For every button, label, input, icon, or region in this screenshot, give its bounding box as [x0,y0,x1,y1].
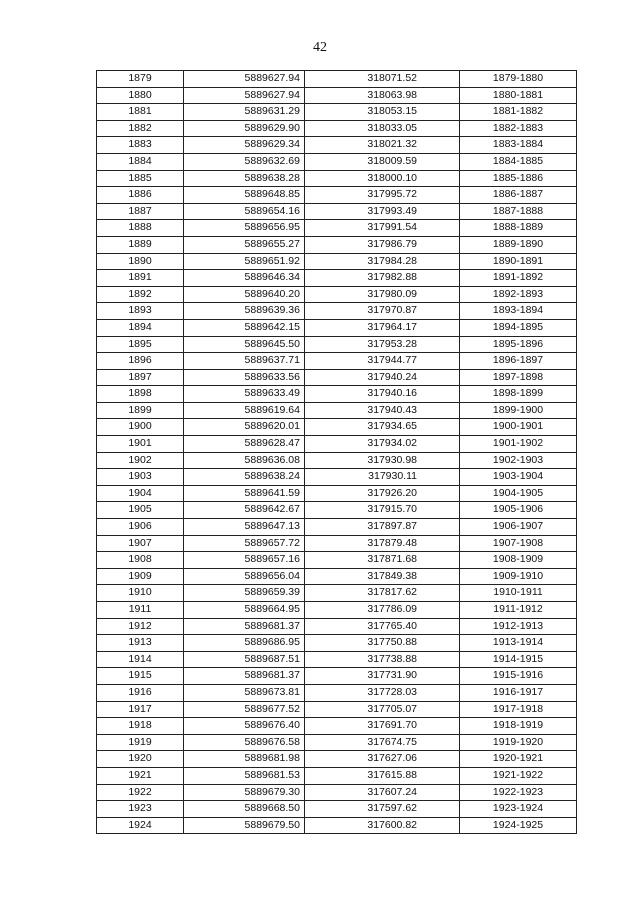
point-number-cell: 1911 [97,602,184,619]
segment-cell: 1885-1886 [460,170,577,187]
table-row [97,718,577,735]
segment-cell: 1910-1911 [460,585,577,602]
segment-cell: 1884-1885 [460,153,577,170]
x-coordinate-cell: 5889638.28 [184,170,305,187]
table-row [97,519,577,536]
table-row [97,585,577,602]
y-coordinate-cell: 318033.05 [305,120,460,137]
segment-cell: 1880-1881 [460,87,577,104]
table-row [97,767,577,784]
y-coordinate-cell: 317597.62 [305,801,460,818]
segment-cell: 1915-1916 [460,668,577,685]
segment-cell: 1887-1888 [460,203,577,220]
table-row [97,336,577,353]
point-number-cell: 1910 [97,585,184,602]
point-number-cell: 1917 [97,701,184,718]
point-number-cell: 1892 [97,286,184,303]
x-coordinate-cell: 5889640.20 [184,286,305,303]
x-coordinate-cell: 5889679.50 [184,817,305,834]
table-row [97,153,577,170]
segment-cell: 1922-1923 [460,784,577,801]
table-row [97,187,577,204]
point-number-cell: 1881 [97,104,184,121]
point-number-cell: 1923 [97,801,184,818]
x-coordinate-cell: 5889659.39 [184,585,305,602]
point-number-cell: 1888 [97,220,184,237]
y-coordinate-cell: 317940.43 [305,402,460,419]
table-row [97,104,577,121]
table-row [97,71,577,88]
x-coordinate-cell: 5889627.94 [184,87,305,104]
x-coordinate-cell: 5889647.13 [184,519,305,536]
table-row [97,253,577,270]
x-coordinate-cell: 5889636.08 [184,452,305,469]
point-number-cell: 1893 [97,303,184,320]
point-number-cell: 1916 [97,684,184,701]
table-row [97,303,577,320]
y-coordinate-cell: 317600.82 [305,817,460,834]
segment-cell: 1900-1901 [460,419,577,436]
x-coordinate-cell: 5889656.95 [184,220,305,237]
table-row [97,668,577,685]
x-coordinate-cell: 5889655.27 [184,236,305,253]
y-coordinate-cell: 317615.88 [305,767,460,784]
x-coordinate-cell: 5889656.04 [184,568,305,585]
segment-cell: 1924-1925 [460,817,577,834]
segment-cell: 1906-1907 [460,519,577,536]
x-coordinate-cell: 5889673.81 [184,684,305,701]
x-coordinate-cell: 5889632.69 [184,153,305,170]
point-number-cell: 1885 [97,170,184,187]
point-number-cell: 1905 [97,502,184,519]
x-coordinate-cell: 5889633.49 [184,386,305,403]
table-row [97,87,577,104]
table-row [97,369,577,386]
table-row [97,817,577,834]
table-row [97,120,577,137]
point-number-cell: 1883 [97,137,184,154]
segment-cell: 1918-1919 [460,718,577,735]
x-coordinate-cell: 5889681.37 [184,618,305,635]
segment-cell: 1890-1891 [460,253,577,270]
point-number-cell: 1887 [97,203,184,220]
table-row [97,602,577,619]
y-coordinate-cell: 317627.06 [305,751,460,768]
table-row [97,436,577,453]
x-coordinate-cell: 5889657.16 [184,552,305,569]
table-row [97,402,577,419]
table-row [97,684,577,701]
segment-cell: 1908-1909 [460,552,577,569]
y-coordinate-cell: 317940.16 [305,386,460,403]
x-coordinate-cell: 5889646.34 [184,270,305,287]
y-coordinate-cell: 317915.70 [305,502,460,519]
y-coordinate-cell: 317674.75 [305,734,460,751]
point-number-cell: 1919 [97,734,184,751]
segment-cell: 1907-1908 [460,535,577,552]
point-number-cell: 1902 [97,452,184,469]
y-coordinate-cell: 317607.24 [305,784,460,801]
segment-cell: 1888-1889 [460,220,577,237]
x-coordinate-cell: 5889686.95 [184,635,305,652]
x-coordinate-cell: 5889648.85 [184,187,305,204]
y-coordinate-cell: 317964.17 [305,319,460,336]
x-coordinate-cell: 5889620.01 [184,419,305,436]
table-row [97,535,577,552]
point-number-cell: 1889 [97,236,184,253]
x-coordinate-cell: 5889631.29 [184,104,305,121]
point-number-cell: 1880 [97,87,184,104]
point-number-cell: 1922 [97,784,184,801]
point-number-cell: 1895 [97,336,184,353]
table-row [97,270,577,287]
y-coordinate-cell: 317871.68 [305,552,460,569]
x-coordinate-cell: 5889645.50 [184,336,305,353]
segment-cell: 1886-1887 [460,187,577,204]
page-number: 42 [313,40,327,55]
table-row [97,319,577,336]
y-coordinate-cell: 317944.77 [305,353,460,370]
x-coordinate-cell: 5889676.40 [184,718,305,735]
segment-cell: 1923-1924 [460,801,577,818]
table-row [97,170,577,187]
y-coordinate-cell: 317817.62 [305,585,460,602]
point-number-cell: 1882 [97,120,184,137]
y-coordinate-cell: 317849.38 [305,568,460,585]
y-coordinate-cell: 317984.28 [305,253,460,270]
x-coordinate-cell: 5889638.24 [184,469,305,486]
y-coordinate-cell: 317934.65 [305,419,460,436]
segment-cell: 1899-1900 [460,402,577,419]
point-number-cell: 1894 [97,319,184,336]
table-row [97,220,577,237]
segment-cell: 1891-1892 [460,270,577,287]
y-coordinate-cell: 318071.52 [305,71,460,88]
y-coordinate-cell: 318009.59 [305,153,460,170]
y-coordinate-cell: 317691.70 [305,718,460,735]
y-coordinate-cell: 317765.40 [305,618,460,635]
segment-cell: 1892-1893 [460,286,577,303]
y-coordinate-cell: 317953.28 [305,336,460,353]
point-number-cell: 1907 [97,535,184,552]
segment-cell: 1896-1897 [460,353,577,370]
x-coordinate-cell: 5889681.53 [184,767,305,784]
segment-cell: 1911-1912 [460,602,577,619]
y-coordinate-cell: 317930.98 [305,452,460,469]
y-coordinate-cell: 317970.87 [305,303,460,320]
table-row [97,751,577,768]
segment-cell: 1914-1915 [460,651,577,668]
y-coordinate-cell: 317986.79 [305,236,460,253]
table-row [97,419,577,436]
segment-cell: 1883-1884 [460,137,577,154]
table-row [97,618,577,635]
y-coordinate-cell: 317982.88 [305,270,460,287]
x-coordinate-cell: 5889668.50 [184,801,305,818]
point-number-cell: 1912 [97,618,184,635]
table-row [97,552,577,569]
segment-cell: 1920-1921 [460,751,577,768]
y-coordinate-cell: 317991.54 [305,220,460,237]
point-number-cell: 1903 [97,469,184,486]
point-number-cell: 1886 [97,187,184,204]
table-row [97,784,577,801]
segment-cell: 1894-1895 [460,319,577,336]
segment-cell: 1895-1896 [460,336,577,353]
x-coordinate-cell: 5889642.15 [184,319,305,336]
point-number-cell: 1908 [97,552,184,569]
segment-cell: 1882-1883 [460,120,577,137]
table-row [97,502,577,519]
segment-cell: 1897-1898 [460,369,577,386]
segment-cell: 1898-1899 [460,386,577,403]
y-coordinate-cell: 318063.98 [305,87,460,104]
segment-cell: 1913-1914 [460,635,577,652]
y-coordinate-cell: 317993.49 [305,203,460,220]
y-coordinate-cell: 317980.09 [305,286,460,303]
x-coordinate-cell: 5889681.98 [184,751,305,768]
segment-cell: 1879-1880 [460,71,577,88]
point-number-cell: 1920 [97,751,184,768]
table-row [97,386,577,403]
y-coordinate-cell: 318053.15 [305,104,460,121]
point-number-cell: 1915 [97,668,184,685]
point-number-cell: 1899 [97,402,184,419]
x-coordinate-cell: 5889651.92 [184,253,305,270]
point-number-cell: 1900 [97,419,184,436]
y-coordinate-cell: 317731.90 [305,668,460,685]
point-number-cell: 1884 [97,153,184,170]
x-coordinate-cell: 5889676.58 [184,734,305,751]
x-coordinate-cell: 5889628.47 [184,436,305,453]
segment-cell: 1904-1905 [460,485,577,502]
y-coordinate-cell: 317786.09 [305,602,460,619]
table-row [97,485,577,502]
y-coordinate-cell: 317930.11 [305,469,460,486]
x-coordinate-cell: 5889642.67 [184,502,305,519]
x-coordinate-cell: 5889629.90 [184,120,305,137]
table-row [97,801,577,818]
y-coordinate-cell: 317995.72 [305,187,460,204]
segment-cell: 1889-1890 [460,236,577,253]
table-row [97,137,577,154]
y-coordinate-cell: 317897.87 [305,519,460,536]
x-coordinate-cell: 5889687.51 [184,651,305,668]
point-number-cell: 1898 [97,386,184,403]
point-number-cell: 1921 [97,767,184,784]
segment-cell: 1919-1920 [460,734,577,751]
y-coordinate-cell: 317705.07 [305,701,460,718]
segment-cell: 1916-1917 [460,684,577,701]
point-number-cell: 1897 [97,369,184,386]
segment-cell: 1905-1906 [460,502,577,519]
table-row [97,236,577,253]
y-coordinate-cell: 317879.48 [305,535,460,552]
point-number-cell: 1913 [97,635,184,652]
point-number-cell: 1924 [97,817,184,834]
x-coordinate-cell: 5889664.95 [184,602,305,619]
segment-cell: 1921-1922 [460,767,577,784]
table-row [97,353,577,370]
table-row [97,452,577,469]
table-row [97,701,577,718]
y-coordinate-cell: 317728.03 [305,684,460,701]
point-number-cell: 1904 [97,485,184,502]
table-row [97,469,577,486]
coordinates-table-body [97,71,577,834]
x-coordinate-cell: 5889654.16 [184,203,305,220]
table-row [97,651,577,668]
coordinates-table [96,70,577,834]
x-coordinate-cell: 5889677.52 [184,701,305,718]
point-number-cell: 1896 [97,353,184,370]
x-coordinate-cell: 5889633.56 [184,369,305,386]
y-coordinate-cell: 318021.32 [305,137,460,154]
x-coordinate-cell: 5889627.94 [184,71,305,88]
point-number-cell: 1914 [97,651,184,668]
y-coordinate-cell: 317750.88 [305,635,460,652]
table-row [97,286,577,303]
table-row [97,635,577,652]
y-coordinate-cell: 317738.88 [305,651,460,668]
x-coordinate-cell: 5889657.72 [184,535,305,552]
table-row [97,734,577,751]
segment-cell: 1901-1902 [460,436,577,453]
y-coordinate-cell: 317934.02 [305,436,460,453]
point-number-cell: 1890 [97,253,184,270]
table-row [97,568,577,585]
segment-cell: 1881-1882 [460,104,577,121]
x-coordinate-cell: 5889629.34 [184,137,305,154]
x-coordinate-cell: 5889619.64 [184,402,305,419]
x-coordinate-cell: 5889679.30 [184,784,305,801]
point-number-cell: 1906 [97,519,184,536]
x-coordinate-cell: 5889637.71 [184,353,305,370]
y-coordinate-cell: 317926.20 [305,485,460,502]
point-number-cell: 1918 [97,718,184,735]
segment-cell: 1917-1918 [460,701,577,718]
y-coordinate-cell: 317940.24 [305,369,460,386]
point-number-cell: 1901 [97,436,184,453]
segment-cell: 1902-1903 [460,452,577,469]
x-coordinate-cell: 5889639.36 [184,303,305,320]
y-coordinate-cell: 318000.10 [305,170,460,187]
segment-cell: 1893-1894 [460,303,577,320]
table-row [97,203,577,220]
segment-cell: 1912-1913 [460,618,577,635]
segment-cell: 1909-1910 [460,568,577,585]
x-coordinate-cell: 5889681.37 [184,668,305,685]
x-coordinate-cell: 5889641.59 [184,485,305,502]
point-number-cell: 1909 [97,568,184,585]
segment-cell: 1903-1904 [460,469,577,486]
point-number-cell: 1891 [97,270,184,287]
point-number-cell: 1879 [97,71,184,88]
